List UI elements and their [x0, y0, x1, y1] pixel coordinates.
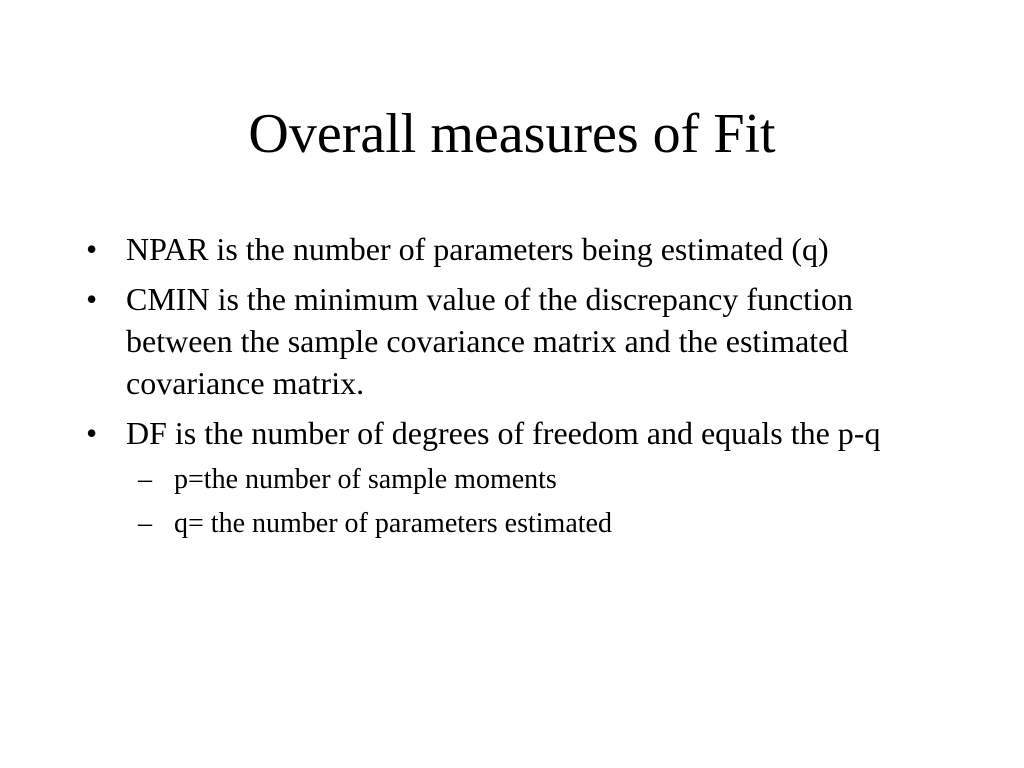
slide-body: [86, 228, 926, 550]
sub-bullet-marker: –: [138, 464, 152, 495]
sub-bullet-q: [86, 506, 926, 542]
slide-title: Overall measures of Fit: [248, 103, 776, 165]
bullet-marker: •: [86, 415, 98, 451]
sub-bullet-marker: –: [138, 508, 152, 539]
bullet-marker: •: [86, 231, 98, 267]
sub-bullet-list: [86, 462, 926, 542]
sub-bullet-text: p=the number of sample moments: [174, 464, 557, 495]
bullet-cmin: [86, 278, 926, 404]
bullet-npar: [86, 228, 926, 270]
sub-bullet-p: [86, 462, 926, 498]
bullet-text: NPAR is the number of parameters being estimated (q): [126, 231, 829, 267]
bullet-marker: •: [86, 281, 98, 317]
bullet-df: [86, 412, 926, 454]
bullet-text: DF is the number of degrees of freedom and equals the p-q: [126, 415, 881, 451]
bullet-text: CMIN is the minimum value of the discrepancy function between the sample covariance matrix and the estimated covariance matrix.: [126, 281, 853, 401]
sub-bullet-text: q= the number of parameters estimated: [174, 508, 612, 539]
